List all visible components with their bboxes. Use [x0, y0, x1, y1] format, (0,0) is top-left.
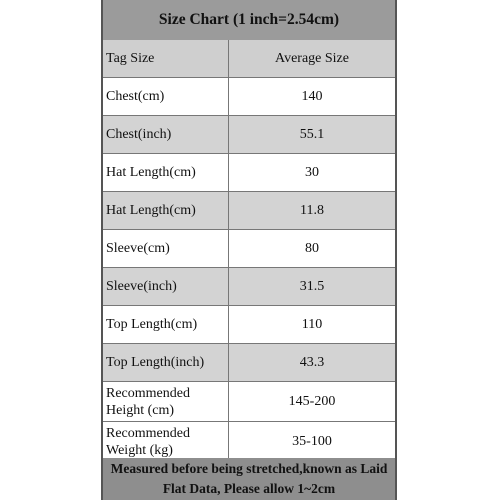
row-label: Sleeve(cm) — [103, 230, 229, 267]
size-table — [103, 40, 395, 462]
row-label: Top Length(inch) — [103, 344, 229, 381]
table-header-row — [103, 40, 395, 78]
row-label: Chest(cm) — [103, 78, 229, 115]
row-value: 55.1 — [299, 126, 325, 142]
row-value: 110 — [301, 316, 323, 332]
row-value: 80 — [305, 240, 319, 256]
row-label: Chest(inch) — [103, 116, 229, 153]
row-label: Top Length(cm) — [103, 306, 229, 343]
table-row — [103, 268, 395, 306]
chart-title: Size Chart (1 inch=2.54cm) — [103, 0, 395, 41]
table-row — [103, 116, 395, 154]
row-label: Sleeve(inch) — [103, 268, 229, 305]
table-row — [103, 192, 395, 230]
header-tag-size: Tag Size — [103, 40, 229, 77]
table-row — [103, 230, 395, 268]
table-row — [103, 344, 395, 382]
table-row — [103, 422, 395, 462]
size-chart — [101, 0, 397, 500]
table-row — [103, 306, 395, 344]
row-value: 11.8 — [300, 202, 324, 218]
row-label: Hat Length(cm) — [103, 192, 229, 229]
row-label: Recommended Weight (kg) — [103, 422, 229, 461]
row-value: 43.3 — [299, 354, 325, 370]
row-value: 31.5 — [299, 278, 325, 294]
table-row — [103, 154, 395, 192]
table-row — [103, 382, 395, 422]
row-value: 30 — [305, 164, 319, 180]
footer-note: Measured before being stretched,known as Laid Flat Data, Please allow 1~2cm — [103, 458, 395, 500]
row-value: 145-200 — [288, 393, 336, 409]
row-label: Recommended Height (cm) — [103, 382, 229, 421]
row-label: Hat Length(cm) — [103, 154, 229, 191]
table-row — [103, 78, 395, 116]
row-value: 140 — [301, 88, 323, 104]
header-average-size: Average Size — [275, 50, 349, 66]
row-value: 35-100 — [292, 433, 332, 449]
